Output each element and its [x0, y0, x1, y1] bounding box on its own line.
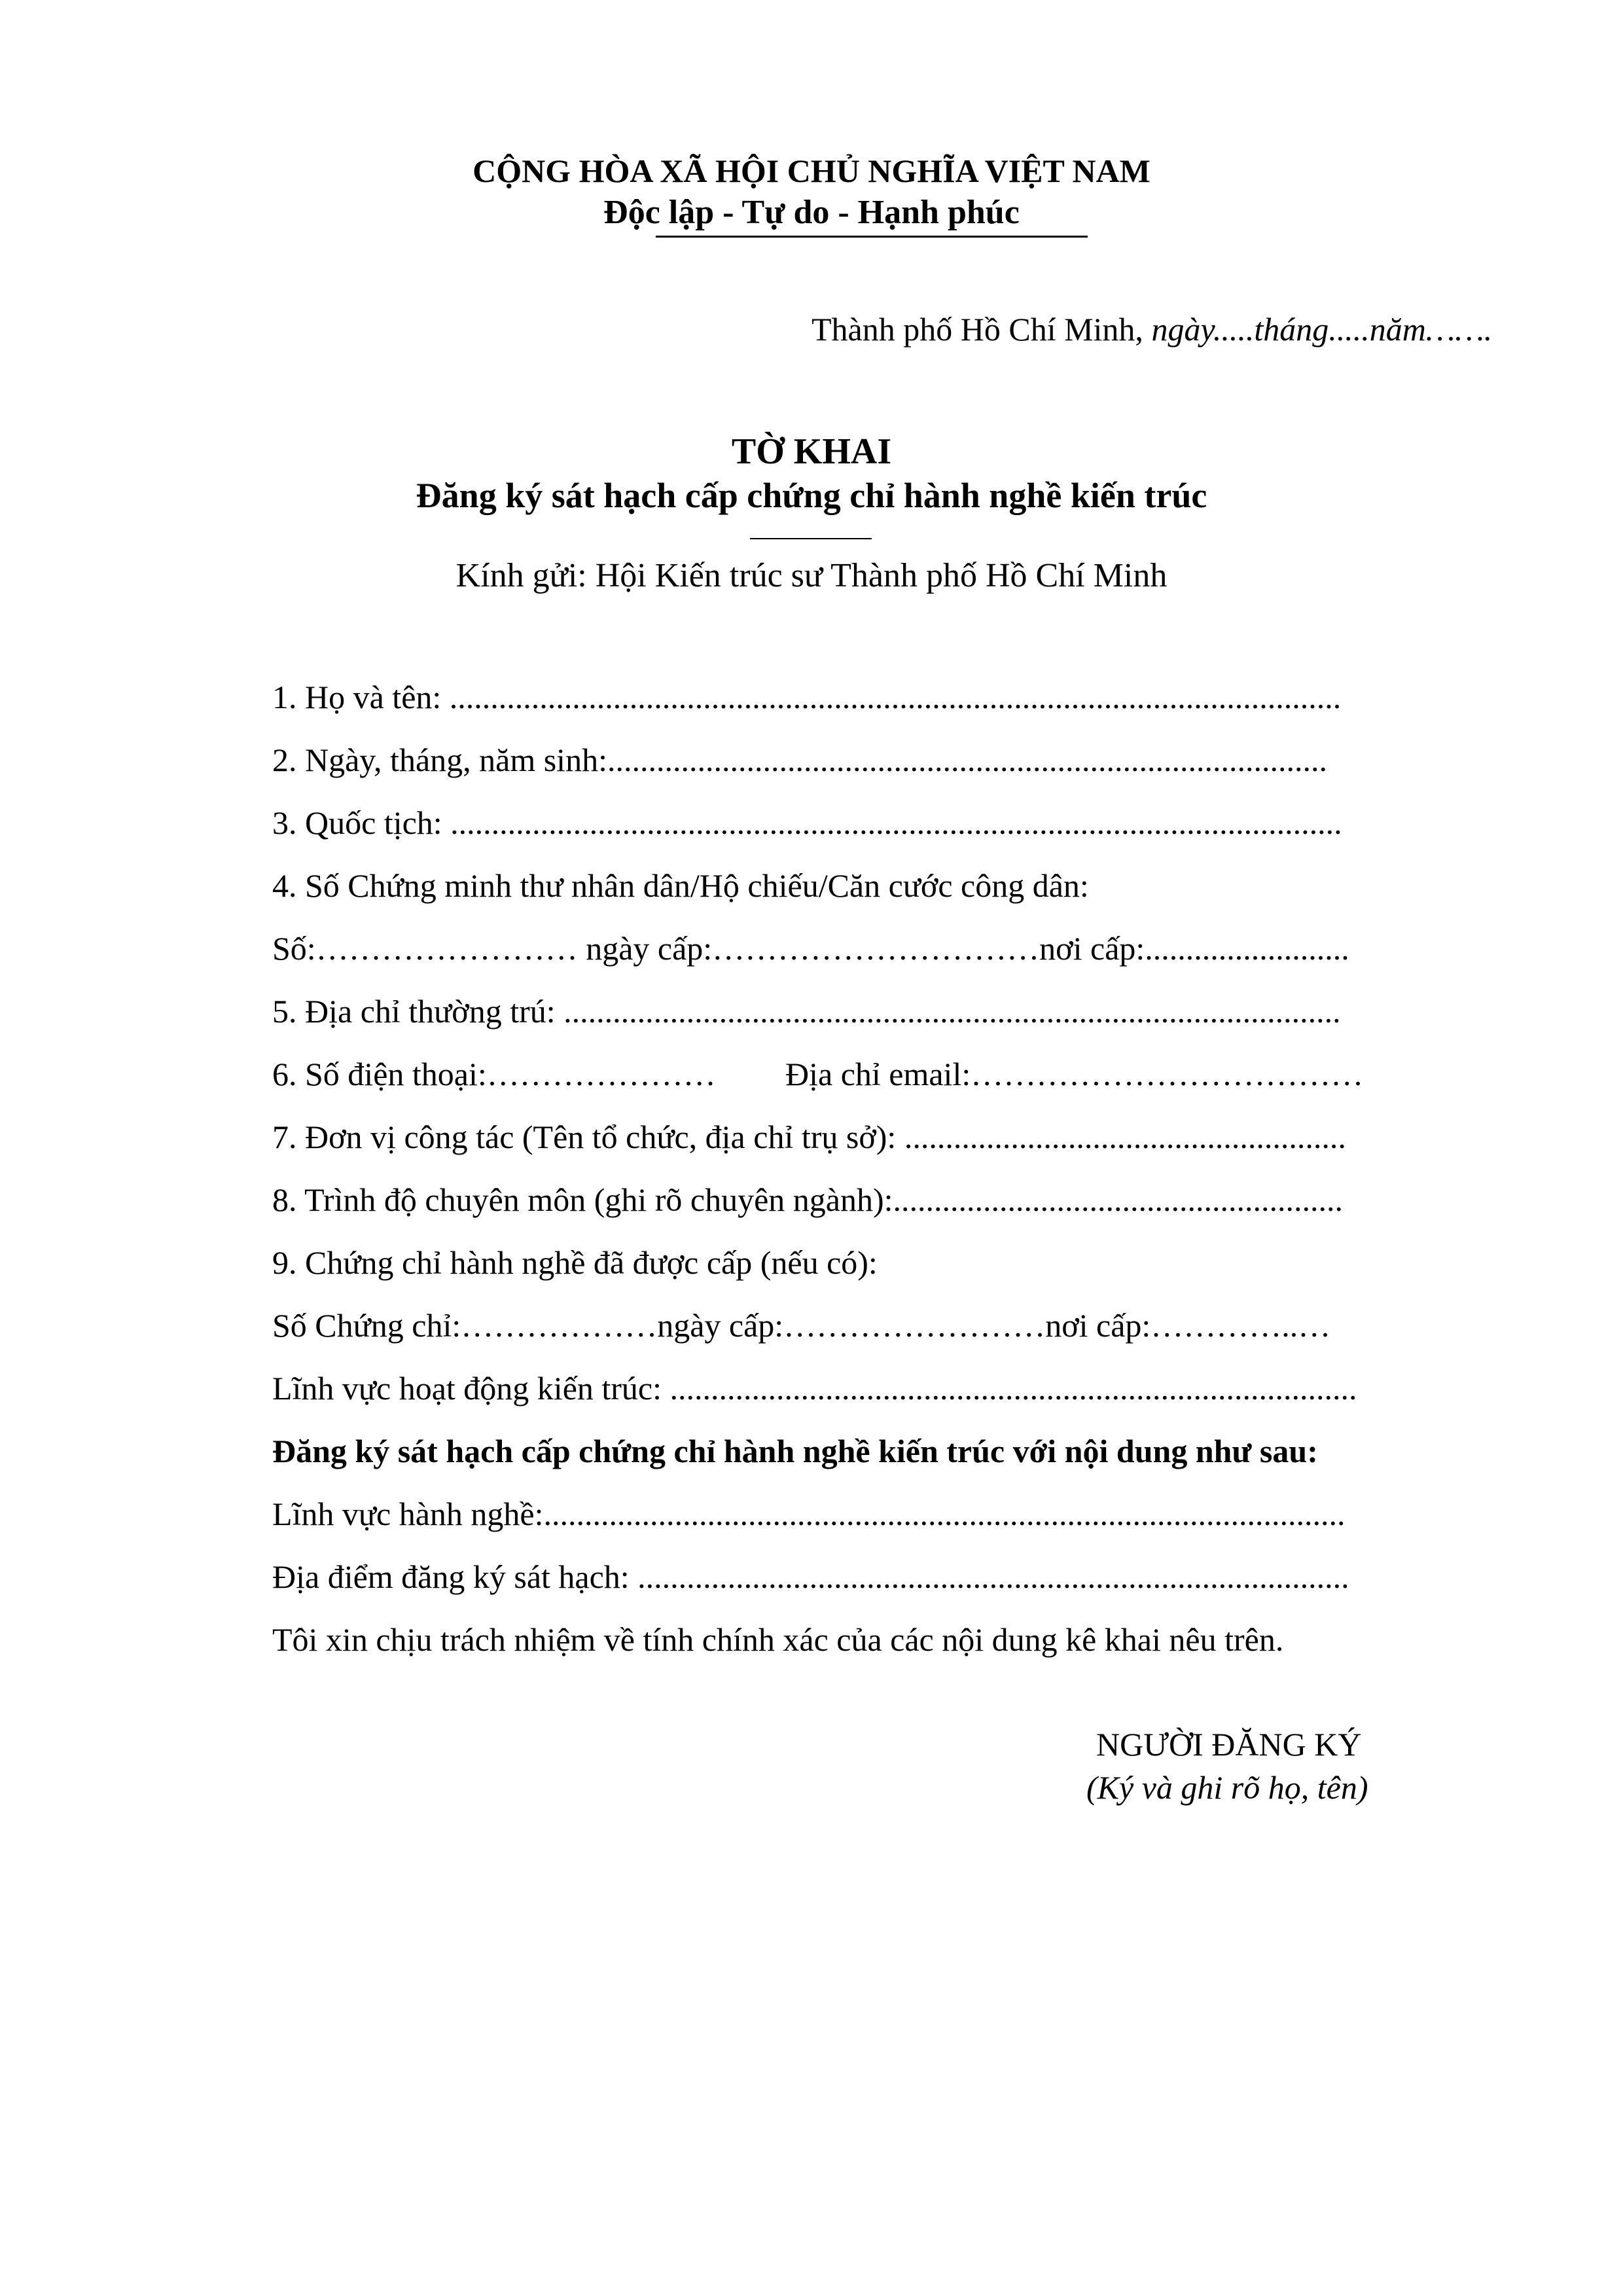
field-practice: Lĩnh vực hành nghề:..................................................................................................: [272, 1496, 1346, 1532]
declaration-text: Tôi xin chịu trách nhiệm về tính chính xác của các nội dung kê khai nêu trên.: [272, 1621, 1284, 1658]
recipient-line: Kính gửi: Hội Kiến trúc sư Thành phố Hồ Chí Minh: [455, 557, 1168, 594]
date-place: Thành phố Hồ Chí Minh,: [812, 311, 1152, 348]
date-line: [812, 310, 1492, 348]
field-id-heading: 4. Số Chứng minh thư nhân dân/Hộ chiếu/Căn cước công dân:: [272, 867, 1089, 904]
field-id-detail: Số:…………………… ngày cấp:…………………………nơi cấp:.........................: [272, 930, 1349, 967]
field-full-name: 1. Họ và tên: .............................................................................................................: [272, 679, 1342, 715]
signer-note: (Ký và ghi rõ họ, tên): [1086, 1769, 1368, 1806]
field-workplace: 7. Đơn vị công tác (Tên tổ chức, địa chỉ trụ sở): ......................................................: [272, 1119, 1346, 1155]
date-text: ngày.....tháng.....năm…….: [1151, 311, 1493, 348]
field-nationality: 3. Quốc tịch: .............................................................................................................: [272, 804, 1342, 841]
field-qualification: 8. Trình độ chuyên môn (ghi rõ chuyên ngành):.......................................................: [272, 1181, 1344, 1218]
form-title: TỜ KHAI: [731, 431, 892, 472]
register-heading: Đăng ký sát hạch cấp chứng chỉ hành nghề kiến trúc với nội dung như sau:: [272, 1433, 1318, 1469]
motto-heading: Độc lập - Tự do - Hạnh phúc: [603, 194, 1020, 231]
nation-heading: CỘNG HÒA XÃ HỘI CHỦ NGHĨA VIỆT NAM: [473, 152, 1150, 189]
motto-underline: [656, 236, 1088, 238]
signer-title: NGƯỜI ĐĂNG KÝ: [1096, 1726, 1362, 1763]
field-phone: 6. Số điện thoại:…………………: [272, 1056, 716, 1092]
field-cert-heading: 9. Chứng chỉ hành nghề đã được cấp (nếu có):: [272, 1244, 878, 1281]
field-address: 5. Địa chỉ thường trú: ...............................................................................................: [272, 993, 1341, 1030]
field-exam-location: Địa điểm đăng ký sát hạch: .......................................................................................: [272, 1558, 1349, 1595]
field-email: Địa chỉ email:………………………………: [785, 1056, 1364, 1092]
form-subtitle: Đăng ký sát hạch cấp chứng chỉ hành nghề kiến trúc: [416, 476, 1207, 515]
title-divider: [750, 538, 872, 539]
field-cert-detail: Số Chứng chỉ:………………ngày cấp:……………………nơi cấp:…………..…: [272, 1307, 1331, 1344]
field-birth-date: 2. Ngày, tháng, năm sinh:........................................................................................: [272, 742, 1327, 778]
field-activity: Lĩnh vực hoạt động kiến trúc: ....................................................................................: [272, 1370, 1357, 1407]
